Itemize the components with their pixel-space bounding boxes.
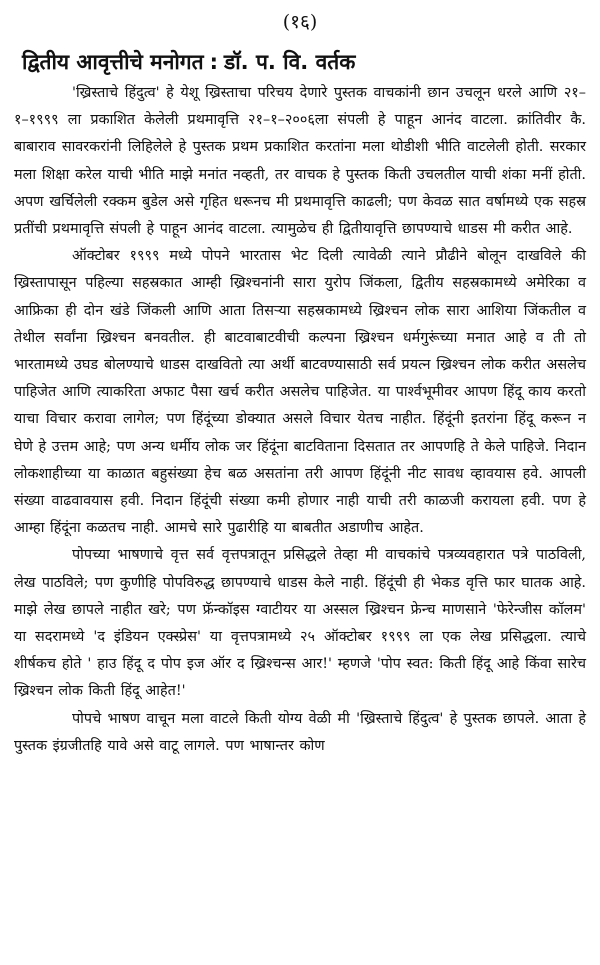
page-number: (१६) bbox=[282, 11, 318, 33]
heading-title: द्वितीय आवृत्तीचे मनोगत bbox=[22, 50, 204, 74]
paragraph-1: 'ख्रिस्ताचे हिंदुत्व' हे येशू ख्रिस्ताचा परिचय देणारे पुस्तक वाचकांनी छान उचलून धरले आणि २१–१–१९९९ ला प्रकाशित केलेली प्रथमावृत्ति २१–१–२००६ला संपली हे पाहून आनंद वाटला. क्रांतिवीर कै. बाबाराव सावरकरांनी लिहिलेले हे पुस्तक प्रथम प्रकाशित करतांना मला थोडीशी भीति वाटलेली होती. सरकार मला शिक्षा करेल याची भीति माझे मनांत नव्हती, तर वाचक हे पुस्तक किती उचलतील याची शंका मनीं होती. अपण खर्चिलेली रक्कम बुडेल असे गृहित धरूनच मी प्रथमावृत्ति काढली; पण केवळ सात वर्षामध्ये एक सहस्र प्रतींची प्रथमावृत्ति संपली हे पाहून आनंद वाटला. त्यामुळेच ही द्वितीयावृत्ति छापण्याचे धाडस मी करीत आहे. bbox=[14, 85, 586, 238]
heading-separator: : bbox=[209, 50, 218, 74]
paragraph-3: पोपच्या भाषणाचे वृत्त सर्व वृत्तपत्रातून प्रसिद्धले तेव्हा मी वाचकांचे पत्रव्यवहारात पत्रे पाठविली, लेख पाठविले; पण कुणीहि पोपविरुद्ध छापण्याचे धाडस केले नाही. हिंदूंची ही भेकड वृत्ति फार घातक आहे. माझे लेख छापले नाहीत खरे; पण फ्रॅन्कॉइस ग्वाटीयर या अस्सल ख्रिश्चन फ्रेन्च माणसाने 'फेरेन्जीस कॉलम' या सदरामध्ये 'द इंडियन एक्स्प्रेस' या वृत्तपत्रामध्ये २५ ऑक्टोबर १९९९ ला एक लेख प्रसिद्धला. त्याचे शीर्षकच होते ' हाउ हिंदू द पोप इज ऑर द ख्रिश्चन्स आर!' म्हणजे 'पोप स्वत: किती हिंदू आहे किंवा सारेच ख्रिश्चन लोक किती हिंदू आहेत!' bbox=[14, 547, 586, 700]
heading-author: डॉ. प. वि. वर्तक bbox=[224, 50, 356, 74]
paragraph-4: पोपचे भाषण वाचून मला वाटले किती योग्य वेळी मी 'ख्रिस्ताचे हिंदुत्व' हे पुस्तक छापले. आता हे पुस्तक इंग्रजीतहि यावे असे वाटू लागले. पण भाषान्तर कोण bbox=[14, 710, 586, 754]
section-heading bbox=[22, 48, 586, 76]
paragraph-2: ऑक्टोबर १९९९ मध्ये पोपने भारतास भेट दिली त्यावेळी त्याने प्रौढीने बोलून दाखविले की ख्रिस्तापासून पहिल्या सहस्रकात आम्ही ख्रिश्चनांनी सारा युरोप जिंकला, द्वितीय सहस्रकामध्ये अमेरिका व आफ्रिका ही दोन खंडे जिंकली आणि आता तिसऱ्या सहस्रकामध्ये ख्रिश्चन लोक सारा आशिया जिंकतील व तेथील सर्वांना ख्रिश्चन बनवतील. ही बाटवाबाटवीची कल्पना ख्रिश्चन धर्मगुरूंच्या मनात आहे व ती तो भारतामध्ये उघड बोलण्याचे धाडस दाखवितो त्या अर्थी बाटवण्यासाठी सर्व प्रयत्न ख्रिश्चन लोक करीत असलेच पाहिजेत आणि त्याकरिता अफाट पैसा खर्च करीत असलेच पाहिजेत. या पार्श्वभूमीवर आपण हिंदू काय करतो याचा विचार करावा लागेल; पण हिंदूंच्या डोक्यात असले विचार येतच नाहीत. हिंदूंनी इतरांना हिंदू करून न घेणे हे उत्तम आहे; पण अन्य धर्मीय लोक जर हिंदूंना बाटविताना दिसतात तर आपणहि ते केले पाहिजे. निदान लोकशाहीच्या या काळात बहुसंख्या हेच बळ असतांना तरी आपण हिंदूंनी नीट सावध व्हावयास हवे. आपली संख्या वाढवावयास हवी. निदान हिंदूंची संख्या कमी होणार नाही याची तरी काळजी करायला हवी. पण हे आम्हा हिंदूंना कळतच नाही. आमचे सारे पुढारीहि या बाबतीत अडाणीच आहेत. bbox=[14, 248, 586, 537]
